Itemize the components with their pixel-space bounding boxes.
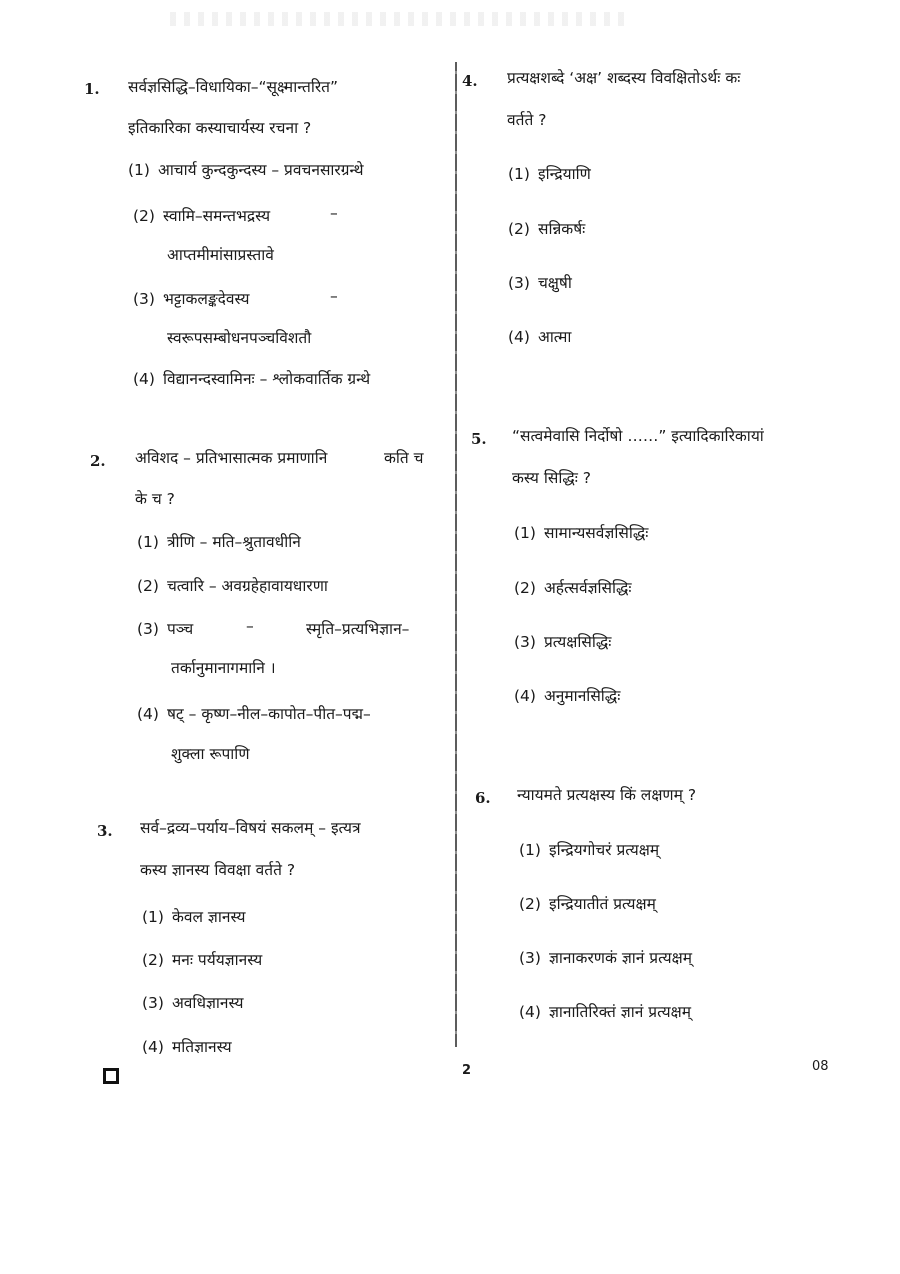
- option-2[interactable]: (2) इन्द्रियातीतं प्रत्यक्षम्: [519, 895, 656, 913]
- column-divider: [455, 62, 457, 1047]
- question-text: कस्य सिद्धिः ?: [512, 469, 592, 487]
- question-number: 4.: [462, 72, 478, 90]
- option-4[interactable]: (4) आत्मा: [508, 328, 572, 346]
- option-4[interactable]: (4) षट् – कृष्ण–नील–कापोत–पीत–पद्म–: [137, 705, 371, 723]
- option-1[interactable]: (1) इन्द्रियगोचरं प्रत्यक्षम्: [519, 841, 660, 859]
- option-3[interactable]: (3) पञ्च: [137, 620, 194, 638]
- option-1[interactable]: (1) आचार्य कुन्दकुन्दस्य – प्रवचनसारग्रन्थे: [128, 161, 364, 179]
- option-2[interactable]: (2) मनः पर्ययज्ञानस्य: [142, 951, 263, 969]
- question-text: इतिकारिका कस्याचार्यस्य रचना ?: [128, 119, 312, 137]
- option-4[interactable]: (4) मतिज्ञानस्य: [142, 1038, 232, 1056]
- option-continuation: तर्कानुमानागमानि ।: [171, 659, 276, 677]
- option-continuation: आप्तमीमांसाप्रस्तावे: [167, 246, 274, 264]
- option-1[interactable]: (1) सामान्यसर्वज्ञसिद्धिः: [514, 524, 649, 542]
- question-text: न्यायमते प्रत्यक्षस्य किं लक्षणम् ?: [517, 786, 697, 804]
- option-2[interactable]: (2) अर्हत्सर्वज्ञसिद्धिः: [514, 579, 632, 597]
- option-continuation: स्वरूपसम्बोधनपञ्चविशतौ: [167, 329, 312, 347]
- option-3[interactable]: (3) अवधिज्ञानस्य: [142, 994, 244, 1012]
- option-2[interactable]: (2) सन्निकर्षः: [508, 220, 586, 238]
- question-text: सर्वज्ञसिद्धि–विधायिका–“सूक्ष्मान्तरित”: [128, 78, 339, 96]
- option-continuation: शुक्ला रूपाणि: [171, 745, 250, 763]
- option-2[interactable]: (2) स्वामि–समन्तभद्रस्य: [133, 207, 271, 225]
- question-text: प्रत्यक्षशब्दे ‘अक्ष’ शब्दस्य विवक्षितोऽर्थः कः: [507, 69, 741, 87]
- question-text: सर्व–द्रव्य–पर्याय–विषयं सकलम् – इत्यत्र: [140, 819, 361, 837]
- question-text: अविशद – प्रतिभासात्मक प्रमाणानि: [135, 449, 328, 467]
- option-3[interactable]: (3) चक्षुषी: [508, 274, 572, 292]
- question-number: 1.: [84, 80, 100, 98]
- option-1[interactable]: (1) इन्द्रियाणि: [508, 165, 591, 183]
- question-number: 5.: [471, 430, 487, 448]
- option-1[interactable]: (1) केवल ज्ञानस्य: [142, 908, 246, 926]
- dash: –: [330, 204, 338, 222]
- square-marker-icon: [103, 1068, 119, 1084]
- option-3[interactable]: (3) भट्टाकलङ्कदेवस्य: [133, 290, 250, 308]
- option-3[interactable]: (3) ज्ञानाकरणकं ज्ञानं प्रत्यक्षम्: [519, 949, 692, 967]
- page-number: 2: [462, 1063, 472, 1078]
- question-text: कस्य ज्ञानस्य विवक्षा वर्तते ?: [140, 861, 296, 879]
- option-text: स्मृति–प्रत्यभिज्ञान–: [306, 620, 410, 638]
- question-number: 3.: [97, 822, 113, 840]
- option-4[interactable]: (4) ज्ञानातिरिक्तं ज्ञानं प्रत्यक्षम्: [519, 1003, 691, 1021]
- question-text: “सत्वमेवासि निर्दोषो ……” इत्यादिकारिकायां: [512, 427, 764, 445]
- option-3[interactable]: (3) प्रत्यक्षसिद्धिः: [514, 633, 612, 651]
- option-1[interactable]: (1) त्रीणि – मति–श्रुतावधीनि: [137, 533, 301, 551]
- page-bottom-margin: [0, 1155, 900, 1274]
- dash: –: [330, 287, 338, 305]
- scan-noise: [170, 12, 630, 26]
- question-number: 2.: [90, 452, 106, 470]
- question-text: वर्तते ?: [507, 111, 547, 129]
- question-text: के च ?: [135, 490, 175, 508]
- question-text: कति च: [384, 449, 424, 467]
- option-4[interactable]: (4) विद्यानन्दस्वामिनः – श्लोकवार्तिक ग्रन्थे: [133, 370, 371, 388]
- option-4[interactable]: (4) अनुमानसिद्धिः: [514, 687, 621, 705]
- option-2[interactable]: (2) चत्वारि – अवग्रहेहावायधारणा: [137, 577, 328, 595]
- dash: –: [246, 617, 254, 635]
- booklet-code: 08: [812, 1059, 829, 1074]
- question-number: 6.: [475, 789, 491, 807]
